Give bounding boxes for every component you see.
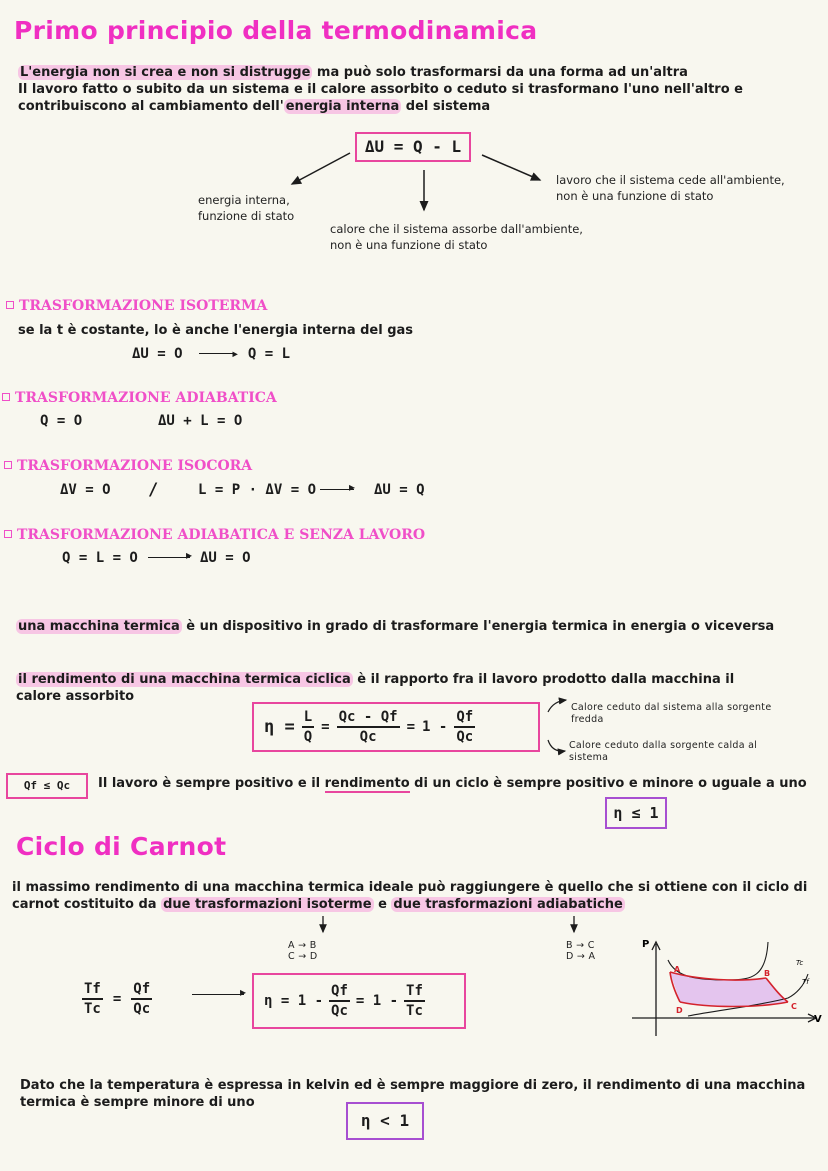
point-b-label: B	[764, 969, 771, 978]
isocora-result: ΔU = Q	[374, 482, 425, 498]
eta-lt-one-box: η < 1	[346, 1102, 424, 1140]
qf-le-qc-box: Qf ≤ Qc	[6, 773, 88, 799]
v-axis-label: V	[814, 1014, 822, 1025]
heading-isoterma: TRASFORMAZIONE ISOTERMA	[6, 298, 267, 314]
page-title: Primo principio della termodinamica	[14, 16, 538, 45]
efficiency-formula-box: η = $\frac{L}{Q}$ = $\frac{Qc - Qf}{Qc}$ = 1 - $\frac{Qf}{Qc}$	[252, 702, 540, 752]
highlight-adiabatics: due trasformazioni adiabatiche	[393, 897, 623, 912]
tc-curve-label: Tc	[796, 959, 804, 967]
point-c-label: C	[791, 1002, 797, 1011]
efficiency-definition: il rendimento di una macchina termica ciclica è il rapporto fra il lavoro prodotto dalla macchina il calore assorbito	[16, 672, 735, 704]
arrow-right-icon	[192, 994, 244, 995]
intro-paragraph: L'energia non si crea e non si distrugge ma può solo trasformarsi da una forma ad un'altra Il lavoro fatto o subito da un sistema e il calore assorbito o ceduto si trasformano l'uno nell'altro e contribuiscono al cambiamento dell' energia interna del sistema	[18, 65, 743, 114]
no-work-result: ΔU = O	[200, 550, 251, 566]
heading-adiabatica: TRASFORMAZIONE ADIABATICA	[2, 390, 277, 406]
isocora-formula-l: L = P · ΔV = O	[198, 482, 317, 498]
kelvin-paragraph: Dato che la temperatura è espressa in kelvin ed è sempre maggiore di zero, il rendimento di una macchina termica è sempre minore di uno	[20, 1078, 806, 1110]
first-law-formula: ΔU = Q - L	[355, 132, 471, 162]
note-hot-heat: Calore ceduto dalla sorgente calda al sistema	[569, 740, 758, 763]
highlight-efficiency: il rendimento di una macchina termica ciclica	[18, 672, 351, 687]
point-d-label: D	[676, 1006, 683, 1015]
isoterma-text: se la t è costante, lo è anche l'energia interna del gas	[18, 323, 414, 338]
annotation-internal-energy: energia interna, funzione di stato	[198, 193, 295, 223]
eta-le-one-box: η ≤ 1	[605, 797, 667, 829]
temperature-ratio-formula: $\frac{Tf}{Tc}$ = $\frac{Qf}{Qc}$	[84, 981, 151, 1017]
note-cold-heat: Calore ceduto dal sistema alla sorgente fredda	[571, 702, 772, 725]
isoterma-formula: ΔU = O ▸ Q = L	[132, 346, 291, 362]
annotation-work: lavoro che il sistema cede all'ambiente, non è una funzione di stato	[556, 173, 785, 203]
adiabatic-labels: B → C D → A	[566, 940, 596, 962]
heading-adiabatica-senza-lavoro: TRASFORMAZIONE ADIABATICA E SENZA LAVORO	[4, 527, 425, 543]
isotherm-labels: A → B C → D	[288, 940, 318, 962]
cycle-area	[670, 972, 788, 1007]
underline-rendimento: rendimento	[324, 776, 410, 791]
tf-curve-label: Tf	[802, 978, 809, 986]
isocora-separator: /	[148, 480, 159, 500]
carnot-efficiency-box: η = 1 - $\frac{Qf}{Qc}$ = 1 - $\frac{Tf}{Tc}$	[252, 973, 466, 1029]
highlight-energy-conservation: L'energia non si crea e non si distrugge	[20, 65, 311, 80]
no-work-formula: Q = L = O	[62, 550, 138, 566]
carnot-pv-graph	[628, 938, 824, 1042]
point-a-label: A	[674, 965, 681, 974]
isotherm-tc-curve	[668, 942, 771, 980]
section-title-carnot: Ciclo di Carnot	[16, 832, 227, 861]
isocora-formula-v: ΔV = O	[60, 482, 111, 498]
highlight-isotherms: due trasformazioni isoterme	[163, 897, 372, 912]
positive-work-text: Il lavoro è sempre positivo e il rendimento di un ciclo è sempre positivo e minore o uguale a uno	[98, 776, 807, 791]
carnot-paragraph: il massimo rendimento di una macchina termica ideale può raggiungere è quello che si ottiene con il ciclo di carnot costituito da due trasformazioni isoterme e due trasformazioni adiabatiche	[12, 880, 808, 912]
heat-engine-definition: una macchina termica è un dispositivo in grado di trasformare l'energia termica in energia o viceversa	[18, 619, 775, 634]
adiabatica-formula-q: Q = O	[40, 413, 83, 429]
highlight-internal-energy: energia interna	[285, 99, 400, 114]
adiabatica-formula-u: ΔU + L = O	[158, 413, 243, 429]
heading-isocora: TRASFORMAZIONE ISOCORA	[4, 458, 252, 474]
p-axis-label: P	[642, 939, 650, 950]
annotation-heat: calore che il sistema assorbe dall'ambiente, non è una funzione di stato	[330, 222, 583, 252]
highlight-heat-engine: una macchina termica	[18, 619, 180, 634]
